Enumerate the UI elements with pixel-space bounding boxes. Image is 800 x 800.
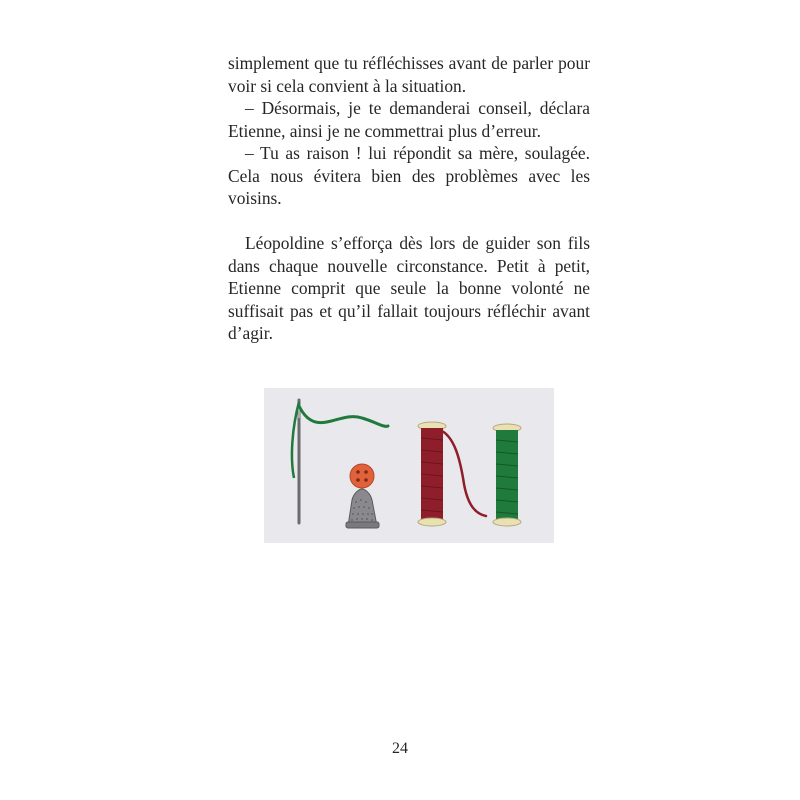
paragraph: – Tu as raison ! lui répondit sa mère, soulagée. Cela nous évitera bien des problèmes avec les voisins. [228,143,590,208]
fin-drawing [264,388,554,543]
paragraph: – Désormais, je te demanderai conseil, déclara Etienne, ainsi je ne commettrai plus d’erreur. [228,98,590,141]
red-spool-icon [418,422,486,526]
page-number: 24 [392,740,408,757]
green-spool-icon [493,424,521,526]
fin-illustration [264,388,554,543]
paragraph: Léopoldine s’efforça dès lors de guider son fils dans chaque nouvelle circonstance. Petit à petit, Etienne comprit que seule la bonne volonté ne suffisait pas et qu’il fallait toujours réfléchir avant d’agir. [228,233,590,343]
thimble-icon [346,489,379,528]
paragraph: simplement que tu réfléchisses avant de parler pour voir si cela convient à la situation. [228,53,590,96]
button-icon [350,464,374,488]
needle-icon [292,400,388,523]
body-text [228,52,590,345]
